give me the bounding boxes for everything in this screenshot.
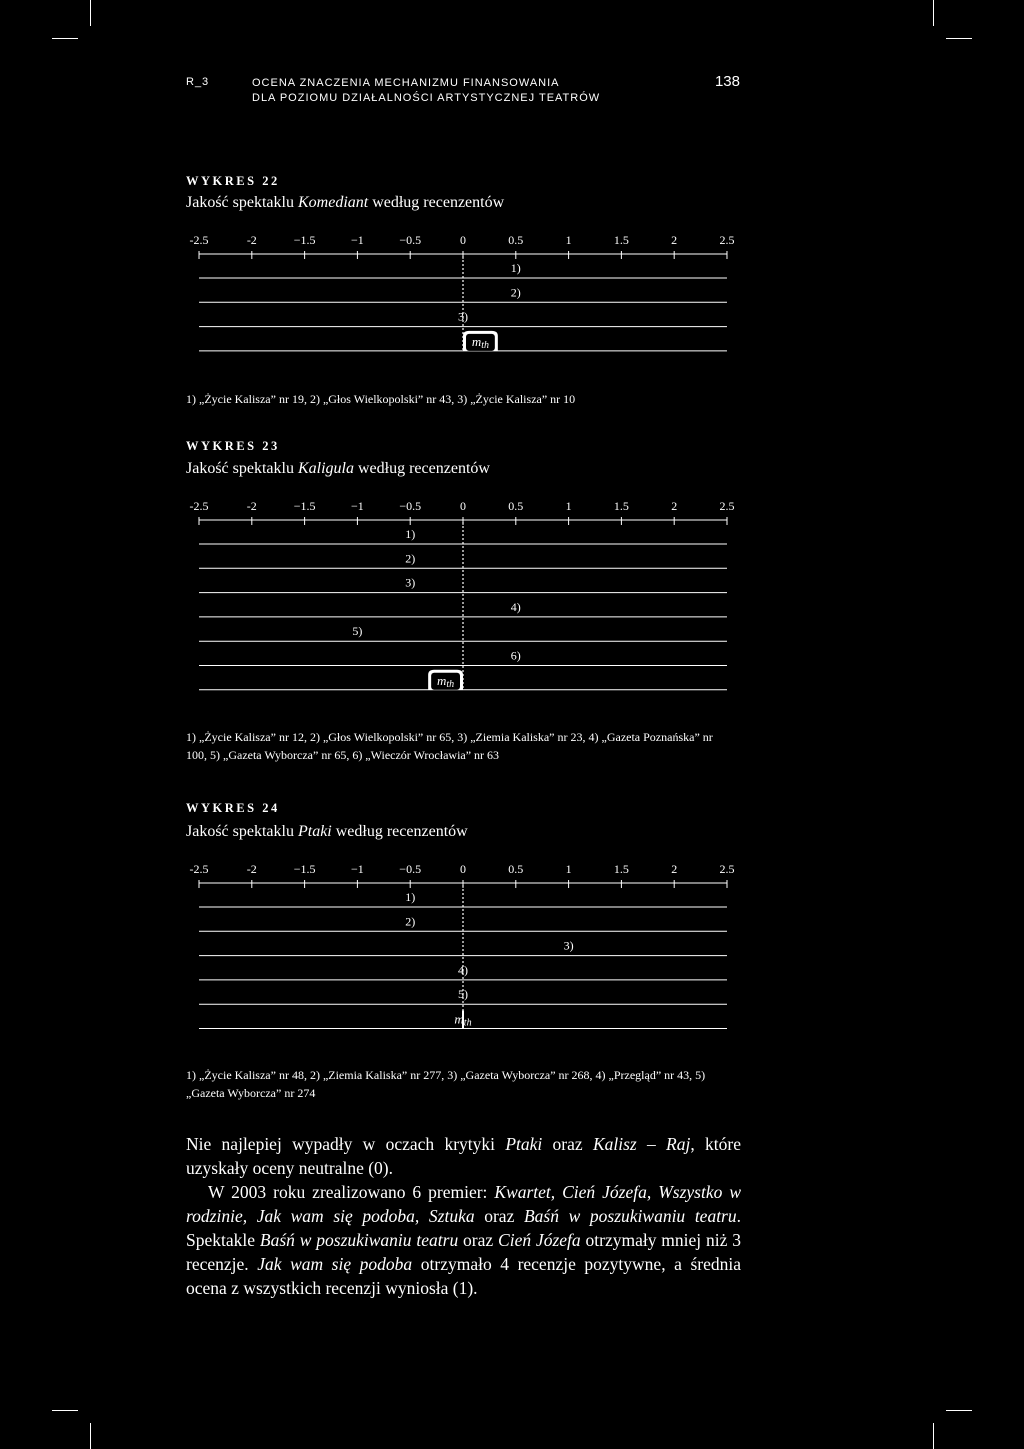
figure-title-text: według recenzentów <box>368 194 505 211</box>
tick-label: −1 <box>351 498 364 513</box>
tick-label: 1.5 <box>613 862 629 876</box>
crop-mark <box>946 38 972 39</box>
figure-title-text: Jakość spektaklu <box>186 823 298 840</box>
crop-mark <box>90 1423 91 1449</box>
mean-label: mth <box>454 1011 472 1029</box>
crop-mark <box>52 38 78 39</box>
chart-svg <box>182 232 735 357</box>
mean-label: mth <box>436 672 455 690</box>
figure-title-italic: Komediant <box>297 194 369 211</box>
point-label: 6) <box>510 648 521 663</box>
tick-label: 0.5 <box>508 862 524 876</box>
point-label: 3) <box>405 575 416 590</box>
tick-label: 0.5 <box>508 498 524 513</box>
tick-label: -2 <box>246 232 257 247</box>
running-header <box>252 76 600 106</box>
figure-title <box>186 823 468 841</box>
point-label: 3) <box>458 309 468 324</box>
tick-label: −1 <box>351 232 364 247</box>
tick-label: -2.5 <box>189 232 209 247</box>
tick-label: -2.5 <box>189 862 209 876</box>
point-label: 5) <box>458 987 468 1002</box>
point-label: 2) <box>405 551 416 566</box>
crop-mark <box>946 1410 972 1411</box>
tick-label: 1.5 <box>613 232 629 247</box>
section-marker: R_3 <box>186 76 210 88</box>
tick-label: -2 <box>246 862 257 876</box>
tick-label: −1.5 <box>293 232 316 247</box>
tick-label: 1 <box>565 498 572 513</box>
body-paragraph: W 2003 roku zrealizowano 6 premier: Kwartet, Cień Józefa, Wszystko w rodzinie, Jak wam się podoba, Sztuka oraz Baśń w poszukiwaniu teatru. Spektakle Baśń w poszukiwaniu teatru oraz Cień Józefa otrzymały mniej niż 3 recenzje. Jak wam się podoba otrzymało 4 recenzje pozytywne, a średnia ocena z wszystkich recenzji wyniosła (1). <box>186 1182 742 1298</box>
tick-label: 2 <box>671 498 678 513</box>
body-paragraph: Nie najlepiej wypadły w oczach krytyki Ptaki oraz Kalisz – Raj, które uzyskały oceny neutralne (0). <box>186 1134 741 1178</box>
tick-label: 0 <box>459 232 466 247</box>
figure-title-text: Jakość spektaklu <box>186 194 298 211</box>
figure-title-italic: Kaligula <box>297 460 354 477</box>
rating-chart <box>182 861 735 1035</box>
body-text <box>186 1132 741 1300</box>
running-header-line: DLA POZIOMU DZIAŁALNOŚCI ARTYSTYCZNEJ TEATRÓW <box>252 92 601 104</box>
crop-mark <box>933 1423 934 1449</box>
figure-caption: 1) „Życie Kalisza” nr 19, 2) „Głos Wielkopolski” nr 43, 3) „Życie Kalisza” nr 10 <box>186 392 576 406</box>
tick-label: -2 <box>246 498 257 513</box>
figure-title-italic: Ptaki <box>297 823 332 840</box>
running-header-line: OCENA ZNACZENIA MECHANIZMU FINANSOWANIA <box>252 77 560 89</box>
crop-mark <box>52 1410 78 1411</box>
tick-label: −1 <box>351 862 364 876</box>
figure-label: WYKRES 24 <box>186 801 280 815</box>
point-label: 4) <box>510 599 521 614</box>
rating-chart <box>182 498 735 696</box>
chart-svg <box>182 498 735 696</box>
tick-label: 2.5 <box>719 498 735 513</box>
tick-label: 0 <box>460 862 466 876</box>
crop-mark <box>933 0 934 26</box>
tick-label: 1.5 <box>613 498 629 513</box>
figure-label: WYKRES 22 <box>186 174 280 188</box>
point-label: 4) <box>458 962 468 977</box>
tick-label: 2 <box>671 232 678 247</box>
tick-label: 0.5 <box>508 232 524 247</box>
figure-title-text: według recenzentów <box>354 460 490 477</box>
tick-label: 1 <box>565 232 572 247</box>
point-label: 1) <box>510 260 521 275</box>
tick-label: −0.5 <box>399 498 422 513</box>
figure-caption: 1) „Życie Kalisza” nr 12, 2) „Głos Wielkopolski” nr 65, 3) „Ziemia Kaliska” nr 23, 4) „Gazeta Poznańska” nr 100, 5) „Gazeta Wyborcza” nr 65, 6) „Wieczór Wrocławia” nr 63 <box>186 730 713 762</box>
figure-label: WYKRES 23 <box>186 439 280 453</box>
point-label: 1) <box>405 526 416 541</box>
point-label: 2) <box>510 285 521 300</box>
tick-label: −0.5 <box>399 862 422 876</box>
point-label: 1) <box>405 890 416 904</box>
tick-label: −1.5 <box>293 862 316 876</box>
tick-label: 2.5 <box>719 862 735 876</box>
tick-label: −0.5 <box>399 232 422 247</box>
chart-svg <box>182 861 735 1035</box>
point-label: 3) <box>563 938 574 953</box>
tick-label: 1 <box>565 862 572 876</box>
figure-title-text: Jakość spektaklu <box>186 460 298 477</box>
tick-label: -2.5 <box>189 498 209 513</box>
figure-title <box>186 460 490 478</box>
tick-label: 0 <box>459 498 466 513</box>
tick-label: −1.5 <box>293 498 316 513</box>
tick-label: 2 <box>671 862 678 876</box>
page-number: 138 <box>714 73 740 90</box>
rating-chart <box>182 232 735 357</box>
mean-label: mth <box>471 333 490 351</box>
point-label: 2) <box>405 914 416 929</box>
crop-mark <box>90 0 91 26</box>
figure-title-text: według recenzentów <box>331 823 468 840</box>
figure-title <box>186 194 504 212</box>
figure-caption: 1) „Życie Kalisza” nr 48, 2) „Ziemia Kaliska” nr 277, 3) „Gazeta Wyborcza” nr 268, 4) „Przegląd” nr 43, 5) „Gazeta Wyborcza” nr 274 <box>186 1068 706 1100</box>
point-label: 5) <box>352 624 363 639</box>
tick-label: 2.5 <box>719 232 735 247</box>
